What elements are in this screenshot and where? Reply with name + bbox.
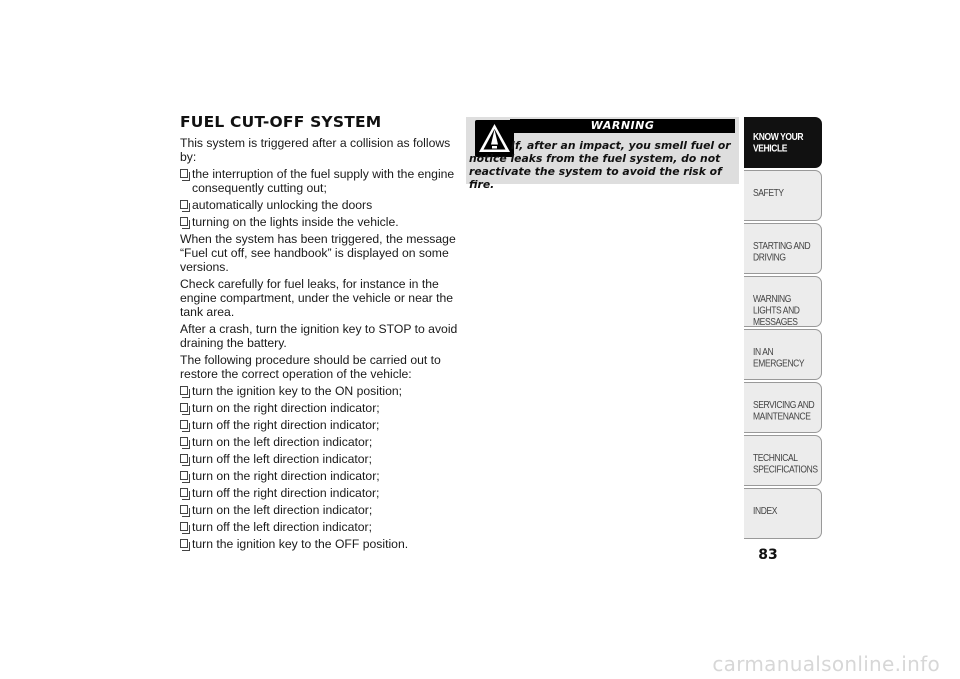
warning-text: If, after an impact, you smell fuel or notice leaks from the fuel system, do not reactivate the system to avoid the risk of fire. [469,139,731,191]
tab-warning-lights-and-messages[interactable] [744,276,822,327]
tab-servicing-and-maintenance[interactable] [744,382,822,433]
checkbox-bullet-icon [180,539,188,548]
list-item: turn off the left direction indicator; [180,452,460,466]
page-number: 83 [758,547,778,563]
section-title: FUEL CUT-OFF SYSTEM [180,113,382,131]
trigger-effects-list [180,167,460,229]
checkbox-bullet-icon [180,403,188,412]
tab-label: STARTING AND DRIVING [753,240,811,263]
list-item: turn on the left direction indicator; [180,503,460,517]
checkbox-bullet-icon [180,217,188,226]
tab-know-your-vehicle[interactable] [744,117,822,168]
list-item: turn off the left direction indicator; [180,520,460,534]
list-item: turn off the right direction indicator; [180,418,460,432]
tab-label: SAFETY [753,187,784,199]
checkbox-bullet-icon [180,471,188,480]
checkbox-bullet-icon [180,386,188,395]
watermark: carmanualsonline.info [712,652,940,676]
list-item: turn on the left direction indicator; [180,435,460,449]
procedure-steps-list [180,384,460,551]
warning-title: WARNING [510,119,735,133]
checkbox-bullet-icon [180,505,188,514]
intro-text: This system is triggered after a collision as follows by: [180,136,451,164]
message-paragraph: When the system has been triggered, the message “Fuel cut off, see handbook” is displayed on some versions. [180,232,456,274]
tab-starting-and-driving[interactable] [744,223,822,274]
checkbox-bullet-icon [180,169,188,178]
list-item: turn on the right direction indicator; [180,469,460,483]
tab-label: SERVICING AND MAINTENANCE [753,399,815,422]
crash-paragraph: After a crash, turn the ignition key to STOP to avoid draining the battery. [180,322,458,350]
tab-in-an-emergency[interactable] [744,329,822,380]
tab-technical-specifications[interactable] [744,435,822,486]
warning-box [466,117,739,191]
procedure-paragraph: The following procedure should be carried out to restore the correct operation of the vehicle: [180,353,441,381]
checkbox-bullet-icon [180,488,188,497]
tab-label: IN AN EMERGENCY [753,346,805,369]
list-item: the interruption of the fuel supply with the engine consequently cutting out; [180,167,460,195]
list-item: turn the ignition key to the OFF position. [180,537,460,551]
list-item: turn off the right direction indicator; [180,486,460,500]
checkbox-bullet-icon [180,420,188,429]
checkbox-bullet-icon [180,200,188,209]
tab-safety[interactable] [744,170,822,221]
list-item: turning on the lights inside the vehicle. [180,215,460,229]
list-item: turn the ignition key to the ON position; [180,384,460,398]
list-item: turn on the right direction indicator; [180,401,460,415]
check-paragraph: Check carefully for fuel leaks, for instance in the engine compartment, under the vehicle or near the tank area. [180,277,454,319]
checkbox-bullet-icon [180,454,188,463]
list-item: automatically unlocking the doors [180,198,460,212]
tab-label: KNOW YOUR VEHICLE [753,131,804,154]
tab-index[interactable] [744,488,822,539]
tab-label: TECHNICAL SPECIFICATIONS [753,452,818,475]
main-column [180,113,460,554]
checkbox-bullet-icon [180,522,188,531]
tab-label: WARNING LIGHTS AND MESSAGES [753,293,800,328]
tab-label: INDEX [753,505,777,517]
chapter-tabs [744,117,822,541]
checkbox-bullet-icon [180,437,188,446]
